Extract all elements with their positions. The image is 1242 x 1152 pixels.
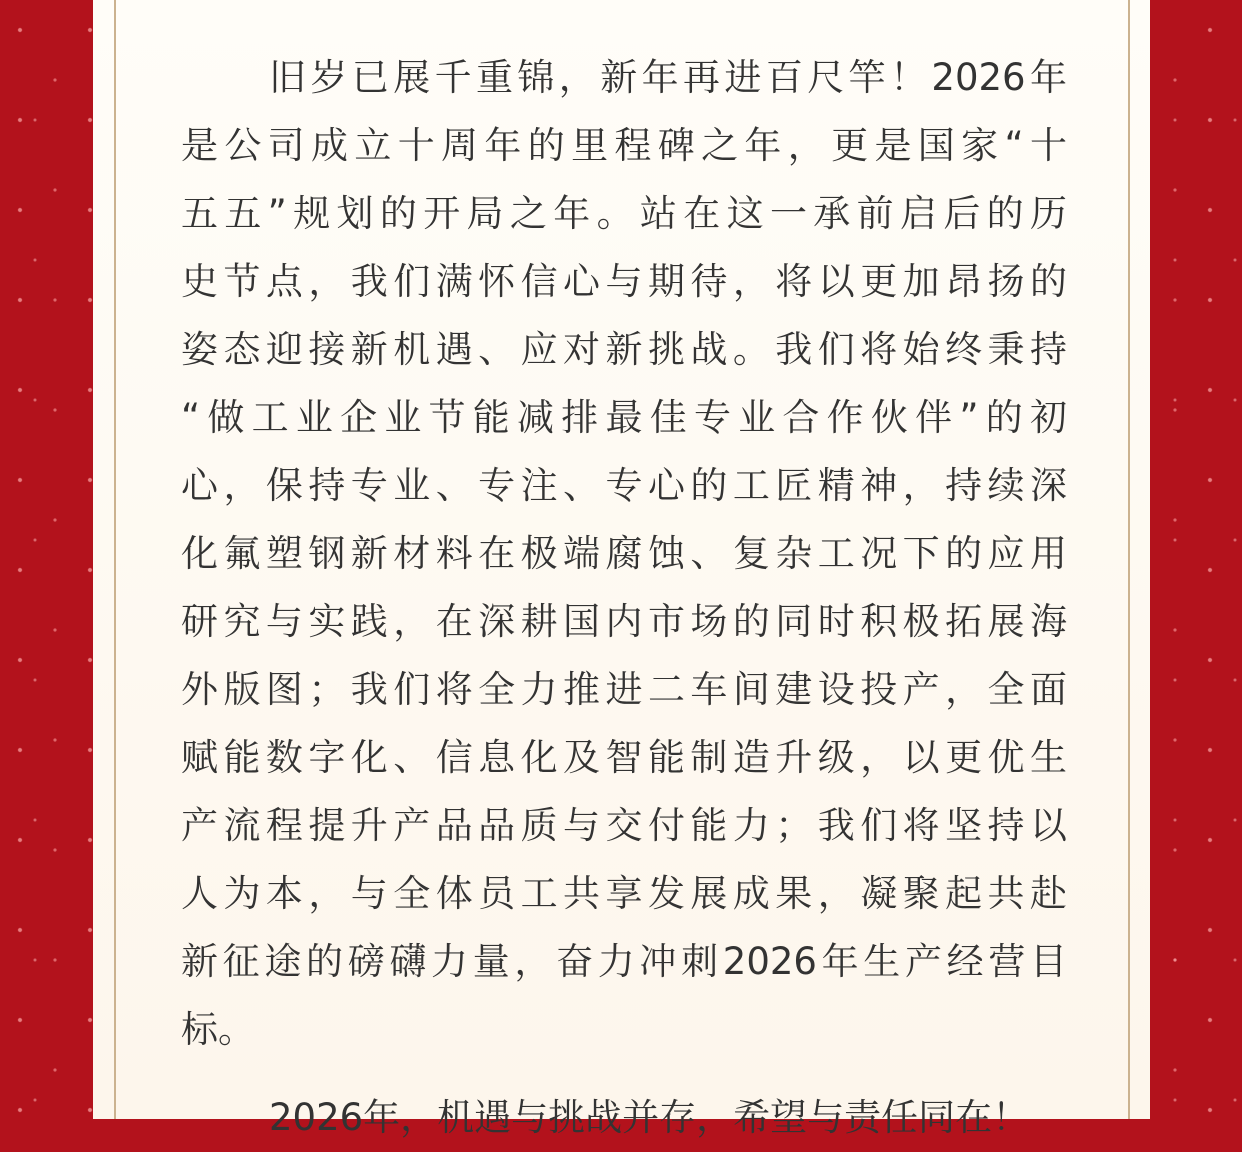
paragraph-2 [181, 1084, 1067, 1152]
letter-body [181, 44, 1067, 1152]
text-line: 五五”规划的开局之年。站在这一承前启后的历 [181, 192, 1067, 235]
text-line: 人为本，与全体员工共享发展成果，凝聚起共赴 [181, 872, 1067, 915]
text-line: “做工业企业节能减排最佳专业合作伙伴”的初 [181, 396, 1067, 439]
right-border-line [1128, 0, 1130, 1119]
left-border-line [114, 0, 116, 1119]
text-line: 赋能数字化、信息化及智能制造升级，以更优生 [181, 736, 1067, 779]
text-line: 旧岁已展千重锦，新年再进百尺竿！2026年 [269, 56, 1067, 99]
text-line: 产流程提升产品品质与交付能力；我们将坚持以 [181, 804, 1067, 847]
text-line: 外版图；我们将全力推进二车间建设投产，全面 [181, 668, 1067, 711]
text-line: 姿态迎接新机遇、应对新挑战。我们将始终秉持 [181, 328, 1067, 371]
paragraph-1 [181, 44, 1067, 1064]
text-line: 史节点，我们满怀信心与期待，将以更加昂扬的 [181, 260, 1067, 303]
text-line: 心，保持专业、专注、专心的工匠精神，持续深 [181, 464, 1067, 507]
text-line: 新征途的磅礴力量，奋力冲刺2026年生产经营目 [181, 940, 1067, 983]
text-line: 研究与实践，在深耕国内市场的同时积极拓展海 [181, 600, 1067, 643]
text-line: 化氟塑钢新材料在极端腐蚀、复杂工况下的应用 [181, 532, 1067, 575]
text-line: 2026年，机遇与挑战并存，希望与责任同在！ [269, 1096, 1030, 1139]
text-line: 是公司成立十周年的里程碑之年，更是国家“十 [181, 124, 1067, 167]
text-line: 标。 [181, 1008, 255, 1051]
letter-panel [93, 0, 1150, 1139]
